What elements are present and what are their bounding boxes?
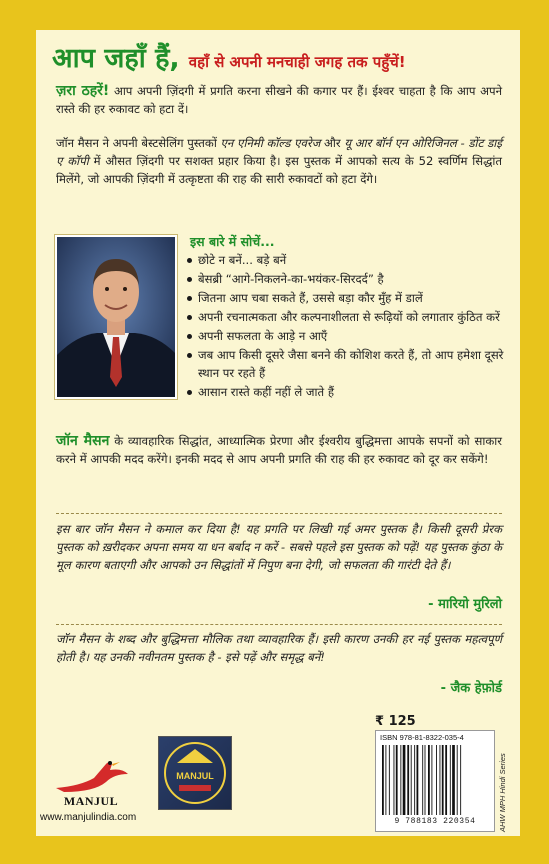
- price-label: ₹ 125: [375, 714, 416, 729]
- headline: [52, 38, 522, 75]
- content-panel: [36, 30, 520, 836]
- barcode-bar: [411, 745, 412, 815]
- bullet-icon: [187, 277, 192, 282]
- list-item: छोटे न बनें... बड़े बनें: [186, 252, 508, 270]
- isbn-label: ISBN 978-81-8322-035-4: [380, 733, 464, 742]
- barcode-bar: [442, 745, 444, 815]
- testimonial-1: [56, 520, 502, 574]
- author-photo: [55, 235, 177, 399]
- barcode-bar: [389, 745, 390, 815]
- author-portrait-icon: [57, 237, 175, 397]
- publisher-url: www.manjulindia.com: [40, 812, 137, 823]
- testimonial-2: [56, 630, 502, 666]
- series-label: AHW MPH Hindi Series: [498, 753, 507, 832]
- barcode-bar: [452, 745, 455, 815]
- testimonial-1-text: इस बार जॉन मैसन ने कमाल कर दिया है! यह प्रगति पर लिखी गई अमर पुस्तक है। किसी दूसरी प्रेरक पुस्तक को ख़रीदकर अपना समय या धन बर्बाद न करें - सबसे पहले इस पुस्तक को पढ़ें! यह पुस्तक कुंठा के मूल कारण बताएगी और आपको उन सिद्धांतों में निपुण बना देगी, जो सफलता की गारंटी देते हैं।: [56, 522, 502, 572]
- barcode-bar: [394, 745, 395, 815]
- publisher-stamp: [158, 736, 232, 810]
- headline-sub: वहाँ से अपनी मनचाही जगह तक पहुँचें!: [188, 53, 406, 71]
- barcode-bar: [428, 745, 430, 815]
- barcode-bar: [457, 745, 458, 815]
- barcode-bar: [436, 745, 437, 815]
- publisher-logo-text: MANJUL: [63, 794, 119, 808]
- barcode-bar: [414, 745, 415, 815]
- barcode-bar: [440, 745, 441, 815]
- list-item: आसान रास्ते कहीं नहीं ले जाते हैं: [186, 384, 508, 402]
- think-section-title: इस बारे में सोचें...: [190, 234, 275, 249]
- author-text: के व्यावहारिक सिद्धांत, आध्यात्मिक प्रेरणा और ईश्वरीय बुद्धिमत्ता आपके सपनों को साकार करने में आपकी मदद करेंगे। इनकी मदद से आप अपनी प्रगति की राह की हर रुकावट को दूर कर सकेंगे!: [56, 434, 503, 466]
- barcode-bar: [445, 745, 447, 815]
- intro-text: आप अपनी ज़िंदगी में प्रगति करना सीखने की कगार पर हैं। ईश्वर चाहता है कि आप अपने रास्ते की हर रुकावट को हटा दें।: [56, 84, 502, 116]
- barcode-bar: [460, 745, 461, 815]
- list-item: बेसब्री “आगे-निकलने-का-भयंकर-सिरदर्द” है: [186, 271, 508, 289]
- book-title-2: यू आर बॉर्न एन ओरिजिनल - डोंट डाई ए कॉपी: [56, 136, 502, 168]
- barcode-number: 9 788183 220354: [394, 817, 476, 826]
- barcode-bar: [385, 745, 386, 815]
- body-part2: और: [320, 136, 345, 150]
- list-item: जितना आप चबा सकते हैं, उससे बड़ा कौर मुँह में डालें: [186, 290, 508, 308]
- divider: [56, 624, 502, 625]
- body-part1: जॉन मैसन ने अपनी बेस्टसेलिंग पुस्तकों: [56, 136, 221, 150]
- list-item: जब आप किसी दूसरे जैसा बनने की कोशिश करते हैं, तो आप हमेशा दूसरे स्थान पर रहते हैं: [186, 347, 508, 382]
- barcode-bar: [422, 745, 423, 815]
- stamp-label: MANJUL: [176, 771, 214, 781]
- testimonial-2-text: जॉन मैसन के शब्द और बुद्धिमत्ता मौलिक तथा व्यावहारिक हैं। इसी कारण उनकी हर नई पुस्तक महत्वपूर्ण होती है। यह उनकी नवीनतम पुस्तक है - इसे पढ़ें और समृद्ध बनें!: [56, 632, 502, 664]
- intro-lead: ज़रा ठहरें!: [56, 83, 110, 99]
- barcode: [375, 730, 495, 832]
- body-part3: में औसत ज़िंदगी पर सशक्त प्रहार किया है। इस पुस्तक में आपको सत्य के 52 स्वर्णिम सिद्धांत मिलेंगे, जो आपकी ज़िंदगी में उत्कृष्टता की राह की सारी रुकावटों को हटा देंगे।: [56, 154, 503, 186]
- barcode-bar: [382, 745, 384, 815]
- bullet-icon: [187, 296, 192, 301]
- author-paragraph: [56, 432, 502, 468]
- testimonial-1-attribution: - मारियो मुरिलो: [428, 597, 502, 612]
- barcode-bar: [407, 745, 409, 815]
- author-name: जॉन मैसन: [56, 433, 110, 449]
- barcode-bar: [450, 745, 451, 815]
- bullet-icon: [187, 390, 192, 395]
- barcode-bar: [431, 745, 432, 815]
- bullet-icon: [187, 353, 192, 358]
- intro-paragraph: [56, 82, 502, 118]
- divider: [56, 513, 502, 514]
- list-item: अपनी रचनात्मकता और कल्पनाशीलता से रूढ़ियों को लगातार कुंठित करें: [186, 309, 508, 327]
- barcode-bar: [403, 745, 406, 815]
- barcode-bar: [417, 745, 419, 815]
- think-list: [186, 252, 508, 403]
- barcode-icon: [381, 745, 489, 815]
- testimonial-2-attribution: - जैक हेफ़ोर्ड: [440, 681, 502, 696]
- book-title-1: एन एनिमी कॉल्ड एवरेज: [220, 136, 321, 150]
- bullet-icon: [187, 258, 192, 263]
- barcode-bar: [396, 745, 398, 815]
- barcode-bar: [400, 745, 401, 815]
- headline-main: आप जहाँ हैं,: [52, 43, 180, 74]
- list-item: अपनी सफलता के आड़े न आएँ: [186, 328, 508, 346]
- bullet-icon: [187, 315, 192, 320]
- barcode-bar: [425, 745, 426, 815]
- body-paragraph: [56, 134, 502, 188]
- bullet-icon: [187, 334, 192, 339]
